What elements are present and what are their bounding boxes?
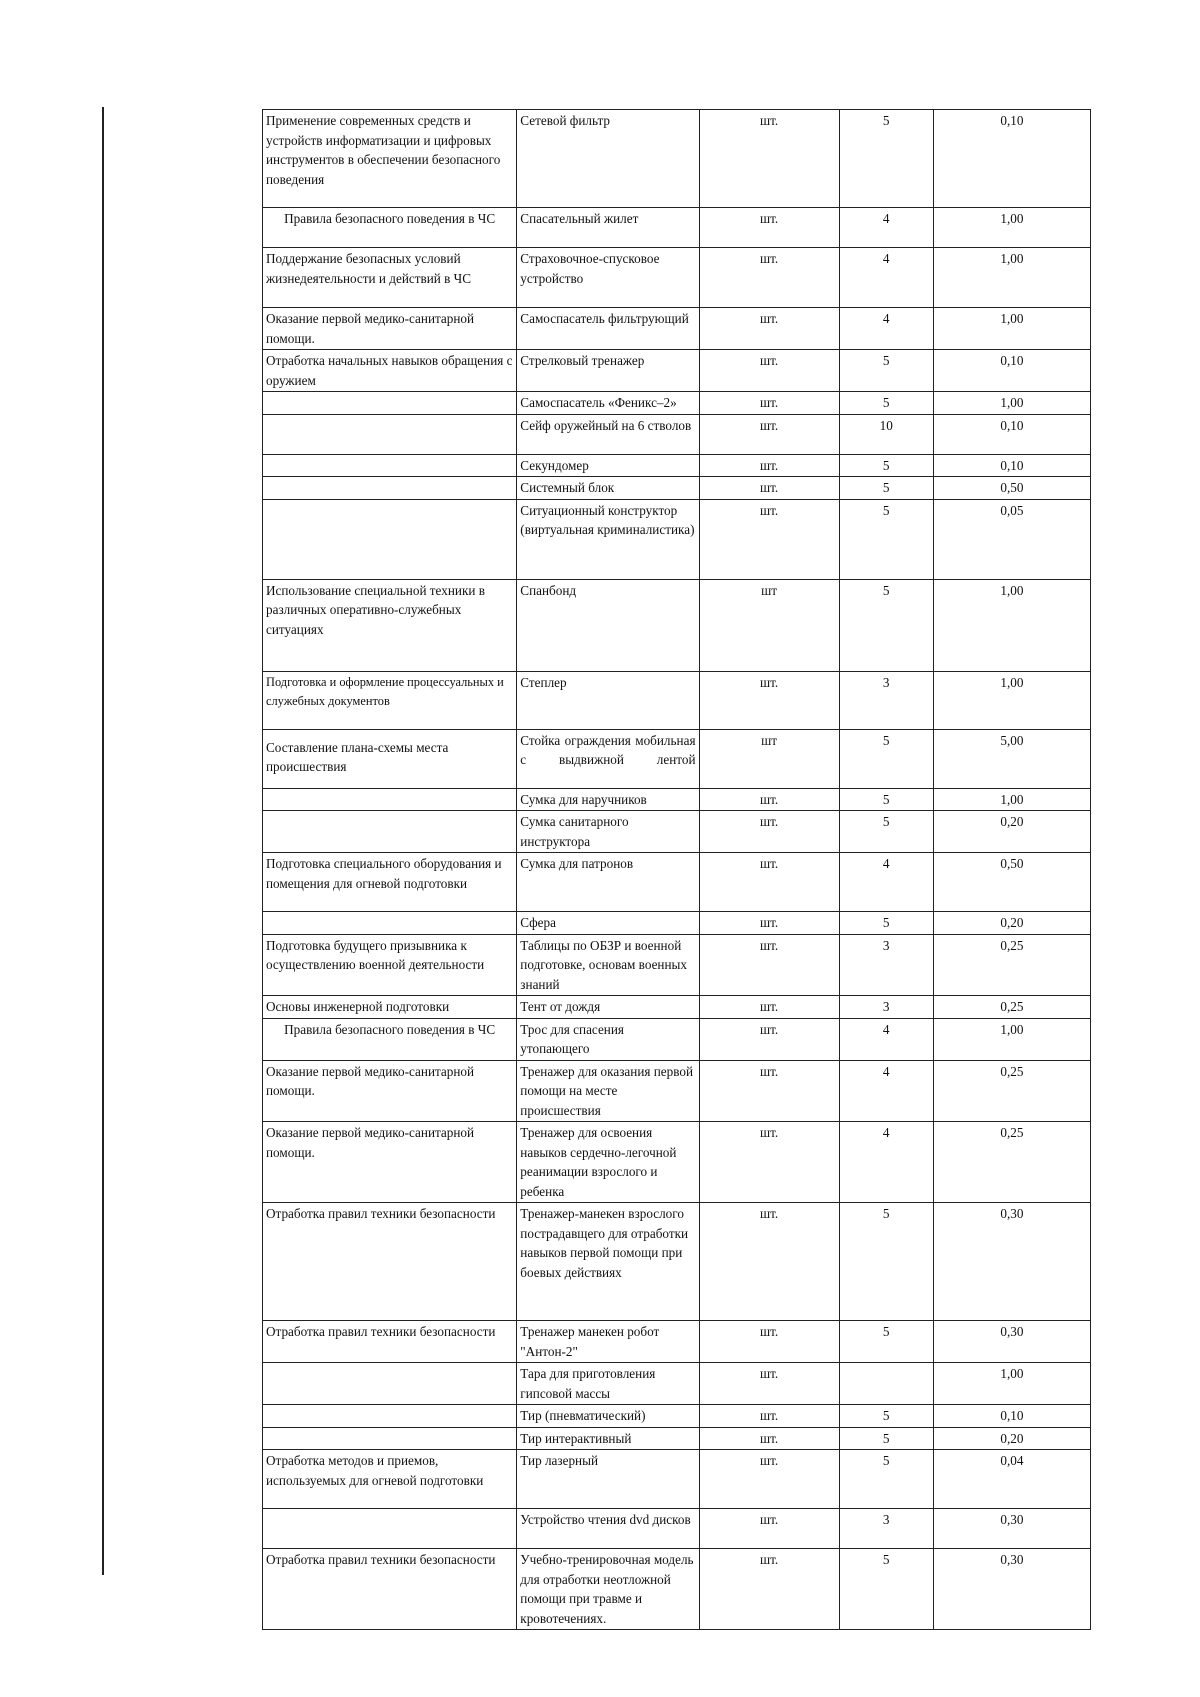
cost-cell: 1,00 [933, 392, 1090, 415]
quantity-cell [839, 1363, 933, 1405]
item-name-cell: Самоспасатель фильтрующий [517, 308, 699, 350]
quantity-cell: 3 [839, 1509, 933, 1549]
quantity-cell: 4 [839, 853, 933, 912]
item-name-cell: Самоспасатель «Феникс–2» [517, 392, 699, 415]
quantity-cell: 5 [839, 1321, 933, 1363]
item-name-cell: Учебно-тренировочная модель для отработки неотложной помощи при травме и кровотечениях. [517, 1549, 699, 1630]
cost-cell: 0,20 [933, 1427, 1090, 1450]
item-name-cell: Секундомер [517, 454, 699, 477]
item-name-cell: Устройство чтения dvd дисков [517, 1509, 699, 1549]
quantity-cell: 5 [839, 392, 933, 415]
unit-cell: шт. [699, 208, 839, 248]
unit-cell: шт. [699, 671, 839, 729]
unit-cell: шт. [699, 788, 839, 811]
unit-cell: шт. [699, 1509, 839, 1549]
topic-cell [263, 477, 517, 500]
item-name-cell: Тир лазерный [517, 1450, 699, 1509]
topic-cell [263, 392, 517, 415]
item-name-cell: Таблицы по ОБЗР и военной подготовке, основам военных знаний [517, 934, 699, 996]
quantity-cell: 5 [839, 1450, 933, 1509]
table-row [263, 788, 1091, 811]
topic-cell [263, 499, 517, 579]
cost-cell: 0,50 [933, 477, 1090, 500]
unit-cell: шт. [699, 308, 839, 350]
cost-cell: 0,25 [933, 934, 1090, 996]
topic-cell [263, 788, 517, 811]
quantity-cell: 5 [839, 1405, 933, 1428]
item-name-cell: Сумка санитарного инструктора [517, 811, 699, 853]
unit-cell: шт. [699, 1549, 839, 1630]
table-row [263, 579, 1091, 671]
quantity-cell: 10 [839, 414, 933, 454]
cost-cell: 0,05 [933, 499, 1090, 579]
unit-cell: шт. [699, 110, 839, 208]
table-row [263, 454, 1091, 477]
quantity-cell: 5 [839, 579, 933, 671]
table-row [263, 1450, 1091, 1509]
table-row [263, 1405, 1091, 1428]
cost-cell: 1,00 [933, 671, 1090, 729]
cost-cell: 0,50 [933, 853, 1090, 912]
table-row [263, 1060, 1091, 1122]
quantity-cell: 5 [839, 110, 933, 208]
cost-cell: 0,04 [933, 1450, 1090, 1509]
cost-cell: 1,00 [933, 788, 1090, 811]
unit-cell: шт. [699, 934, 839, 996]
item-name-cell: Спасательный жилет [517, 208, 699, 248]
cost-cell: 0,10 [933, 414, 1090, 454]
quantity-cell: 4 [839, 1018, 933, 1060]
cost-cell: 1,00 [933, 579, 1090, 671]
cost-cell: 1,00 [933, 208, 1090, 248]
cost-cell: 0,10 [933, 350, 1090, 392]
topic-cell: Использование специальной техники в различных оперативно-служебных ситуациях [263, 579, 517, 671]
unit-cell: шт. [699, 350, 839, 392]
item-name-cell: Сетевой фильтр [517, 110, 699, 208]
item-name-cell: Сейф оружейный на 6 стволов [517, 414, 699, 454]
quantity-cell: 4 [839, 1060, 933, 1122]
quantity-cell: 3 [839, 671, 933, 729]
quantity-cell: 4 [839, 248, 933, 308]
unit-cell: шт. [699, 996, 839, 1019]
cost-cell: 0,30 [933, 1203, 1090, 1321]
quantity-cell: 5 [839, 1427, 933, 1450]
unit-cell: шт. [699, 912, 839, 935]
table-row [263, 671, 1091, 729]
table-row [263, 1427, 1091, 1450]
unit-cell: шт. [699, 1427, 839, 1450]
item-name-cell: Страховочное-спусковое устройство [517, 248, 699, 308]
quantity-cell: 3 [839, 996, 933, 1019]
table-row [263, 350, 1091, 392]
topic-cell [263, 811, 517, 853]
topic-cell: Отработка начальных навыков обращения с оружием [263, 350, 517, 392]
unit-cell: шт. [699, 1450, 839, 1509]
table-row [263, 912, 1091, 935]
topic-cell: Отработка правил техники безопасности [263, 1203, 517, 1321]
unit-cell: шт [699, 729, 839, 788]
table-row [263, 853, 1091, 912]
item-name-cell: Сфера [517, 912, 699, 935]
topic-cell: Правила безопасного поведения в ЧС [263, 208, 517, 248]
cost-cell: 1,00 [933, 308, 1090, 350]
topic-cell: Отработка правил техники безопасности [263, 1549, 517, 1630]
unit-cell: шт. [699, 1060, 839, 1122]
item-name-cell: Трос для спасения утопающего [517, 1018, 699, 1060]
topic-cell: Поддержание безопасных условий жизнедеятельности и действий в ЧС [263, 248, 517, 308]
quantity-cell: 5 [839, 1549, 933, 1630]
table-row [263, 1203, 1091, 1321]
cost-cell: 0,10 [933, 1405, 1090, 1428]
topic-cell [263, 1363, 517, 1405]
item-name-cell: Тент от дождя [517, 996, 699, 1019]
table-row [263, 110, 1091, 208]
unit-cell: шт. [699, 1363, 839, 1405]
quantity-cell: 5 [839, 788, 933, 811]
table-row [263, 934, 1091, 996]
item-name-cell: Тир интерактивный [517, 1427, 699, 1450]
unit-cell: шт. [699, 454, 839, 477]
item-name-cell: Тир (пневматический) [517, 1405, 699, 1428]
table-row [263, 996, 1091, 1019]
item-name-cell: Спанбонд [517, 579, 699, 671]
unit-cell: шт. [699, 1321, 839, 1363]
item-name-cell: Тренажер манекен робот "Антон-2" [517, 1321, 699, 1363]
table-row [263, 1363, 1091, 1405]
item-name-cell: Системный блок [517, 477, 699, 500]
unit-cell: шт. [699, 499, 839, 579]
table-row [263, 1321, 1091, 1363]
topic-cell: Правила безопасного поведения в ЧС [263, 1018, 517, 1060]
item-name-cell: Сумка для наручников [517, 788, 699, 811]
item-name-cell: Стрелковый тренажер [517, 350, 699, 392]
unit-cell: шт [699, 579, 839, 671]
quantity-cell: 5 [839, 499, 933, 579]
topic-cell: Отработка правил техники безопасности [263, 1321, 517, 1363]
table-row [263, 477, 1091, 500]
item-name-cell: Тара для приготовления гипсовой массы [517, 1363, 699, 1405]
quantity-cell: 5 [839, 1203, 933, 1321]
table-row [263, 208, 1091, 248]
quantity-cell: 5 [839, 350, 933, 392]
cost-cell: 0,10 [933, 110, 1090, 208]
topic-cell: Оказание первой медико-санитарной помощи. [263, 1060, 517, 1122]
quantity-cell: 4 [839, 1122, 933, 1203]
topic-cell: Подготовка специального оборудования и помещения для огневой подготовки [263, 853, 517, 912]
item-name-cell: Тренажер для освоения навыков сердечно-легочной реанимации взрослого и ребенка [517, 1122, 699, 1203]
topic-cell [263, 454, 517, 477]
table-row [263, 414, 1091, 454]
table-row [263, 811, 1091, 853]
table-row [263, 499, 1091, 579]
table-row [263, 1549, 1091, 1630]
topic-cell [263, 414, 517, 454]
unit-cell: шт. [699, 248, 839, 308]
cost-cell: 1,00 [933, 1363, 1090, 1405]
table-row [263, 1018, 1091, 1060]
cost-cell: 1,00 [933, 248, 1090, 308]
cost-cell: 0,25 [933, 996, 1090, 1019]
table-row [263, 248, 1091, 308]
item-name-cell [517, 729, 699, 788]
unit-cell: шт. [699, 1203, 839, 1321]
topic-cell [263, 912, 517, 935]
topic-cell: Оказание первой медико-санитарной помощи. [263, 1122, 517, 1203]
table-row [263, 1509, 1091, 1549]
topic-cell: Подготовка будущего призывника к осуществлению военной деятельности [263, 934, 517, 996]
topic-cell: Отработка методов и приемов, используемых для огневой подготовки [263, 1450, 517, 1509]
unit-cell: шт. [699, 1405, 839, 1428]
topic-cell [263, 1509, 517, 1549]
page-margin-line [102, 107, 104, 1575]
cost-cell: 0,20 [933, 811, 1090, 853]
topic-cell: Оказание первой медико-санитарной помощи. [263, 308, 517, 350]
unit-cell: шт. [699, 414, 839, 454]
quantity-cell: 5 [839, 454, 933, 477]
equipment-table [262, 109, 1091, 1630]
quantity-cell: 3 [839, 934, 933, 996]
topic-cell [263, 1405, 517, 1428]
cost-cell: 0,25 [933, 1122, 1090, 1203]
item-name-text: Стойка ограждения мобильная с выдвижной лентой [520, 732, 696, 767]
cost-cell: 0,20 [933, 912, 1090, 935]
unit-cell: шт. [699, 1018, 839, 1060]
unit-cell: шт. [699, 477, 839, 500]
quantity-cell: 4 [839, 308, 933, 350]
quantity-cell: 4 [839, 208, 933, 248]
item-name-cell: Тренажер-манекен взрослого пострадавщего для отработки навыков первой помощи при боевых действиях [517, 1203, 699, 1321]
unit-cell: шт. [699, 811, 839, 853]
item-name-cell: Тренажер для оказания первой помощи на месте происшествия [517, 1060, 699, 1122]
topic-cell: Составление плана-схемы места происшествия [263, 729, 517, 788]
unit-cell: шт. [699, 1122, 839, 1203]
cost-cell: 0,10 [933, 454, 1090, 477]
cost-cell: 1,00 [933, 1018, 1090, 1060]
unit-cell: шт. [699, 853, 839, 912]
item-name-cell: Ситуационный конструктор (виртуальная криминалистика) [517, 499, 699, 579]
topic-cell: Подготовка и оформление процессуальных и служебных документов [263, 671, 517, 729]
table-row [263, 392, 1091, 415]
quantity-cell: 5 [839, 477, 933, 500]
table-row [263, 1122, 1091, 1203]
cost-cell: 0,30 [933, 1549, 1090, 1630]
table-row [263, 729, 1091, 788]
table-row [263, 308, 1091, 350]
unit-cell: шт. [699, 392, 839, 415]
quantity-cell: 5 [839, 811, 933, 853]
item-name-cell: Степлер [517, 671, 699, 729]
topic-cell: Основы инженерной подготовки [263, 996, 517, 1019]
quantity-cell: 5 [839, 729, 933, 788]
cost-cell: 0,30 [933, 1321, 1090, 1363]
cost-cell: 0,25 [933, 1060, 1090, 1122]
topic-cell: Применение современных средств и устройств информатизации и цифровых инструментов в обеспечении безопасного поведения [263, 110, 517, 208]
quantity-cell: 5 [839, 912, 933, 935]
topic-cell [263, 1427, 517, 1450]
cost-cell: 5,00 [933, 729, 1090, 788]
item-name-cell: Сумка для патронов [517, 853, 699, 912]
cost-cell: 0,30 [933, 1509, 1090, 1549]
